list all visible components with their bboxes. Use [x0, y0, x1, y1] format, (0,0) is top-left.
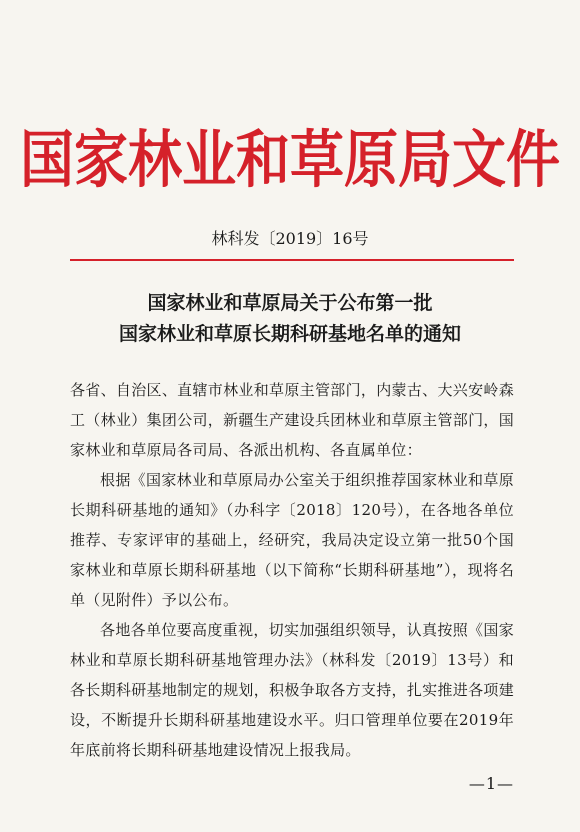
notice-body — [70, 375, 514, 765]
document-number: 林科发〔2019〕16号 — [211, 229, 369, 248]
notice-title-line-1: 国家林业和草原局关于公布第一批 — [147, 292, 433, 314]
body-paragraph-1: 根据《国家林业和草原局办公室关于组织推荐国家林业和草原长期科研基地的通知》（办科字〔2018〕120号），在各地各单位推荐、专家评审的基础上，经研究，我局决定设立第一批50个国家林业和草原长期科研基地（以下简称“长期科研基地”），现将名单（见附件）予以公布。 — [70, 471, 514, 609]
notice-title — [0, 288, 580, 350]
page-number: —1— — [468, 774, 514, 793]
notice-title-line-2: 国家林业和草原长期科研基地名单的通知 — [118, 323, 461, 345]
body-paragraph-2: 各地各单位要高度重视，切实加强组织领导，认真按照《国家林业和草原长期科研基地管理办法》（林科发〔2019〕13号）和各长期科研基地制定的规划，积极争取各方支持，扎实推进各项建设，不断提升长期科研基地建设水平。归口管理单位要在2019年年底前将长期科研基地建设情况上报我局。 — [70, 621, 514, 759]
addressees-paragraph: 各省、自治区、直辖市林业和草原主管部门，内蒙古、大兴安岭森工（林业）集团公司，新疆生产建设兵团林业和草原主管部门，国家林业和草原局各司局、各派出机构、各直属单位： — [70, 381, 514, 459]
document-issuer-header: 国家林业和草原局文件 — [20, 122, 560, 196]
red-divider-line — [70, 259, 514, 261]
